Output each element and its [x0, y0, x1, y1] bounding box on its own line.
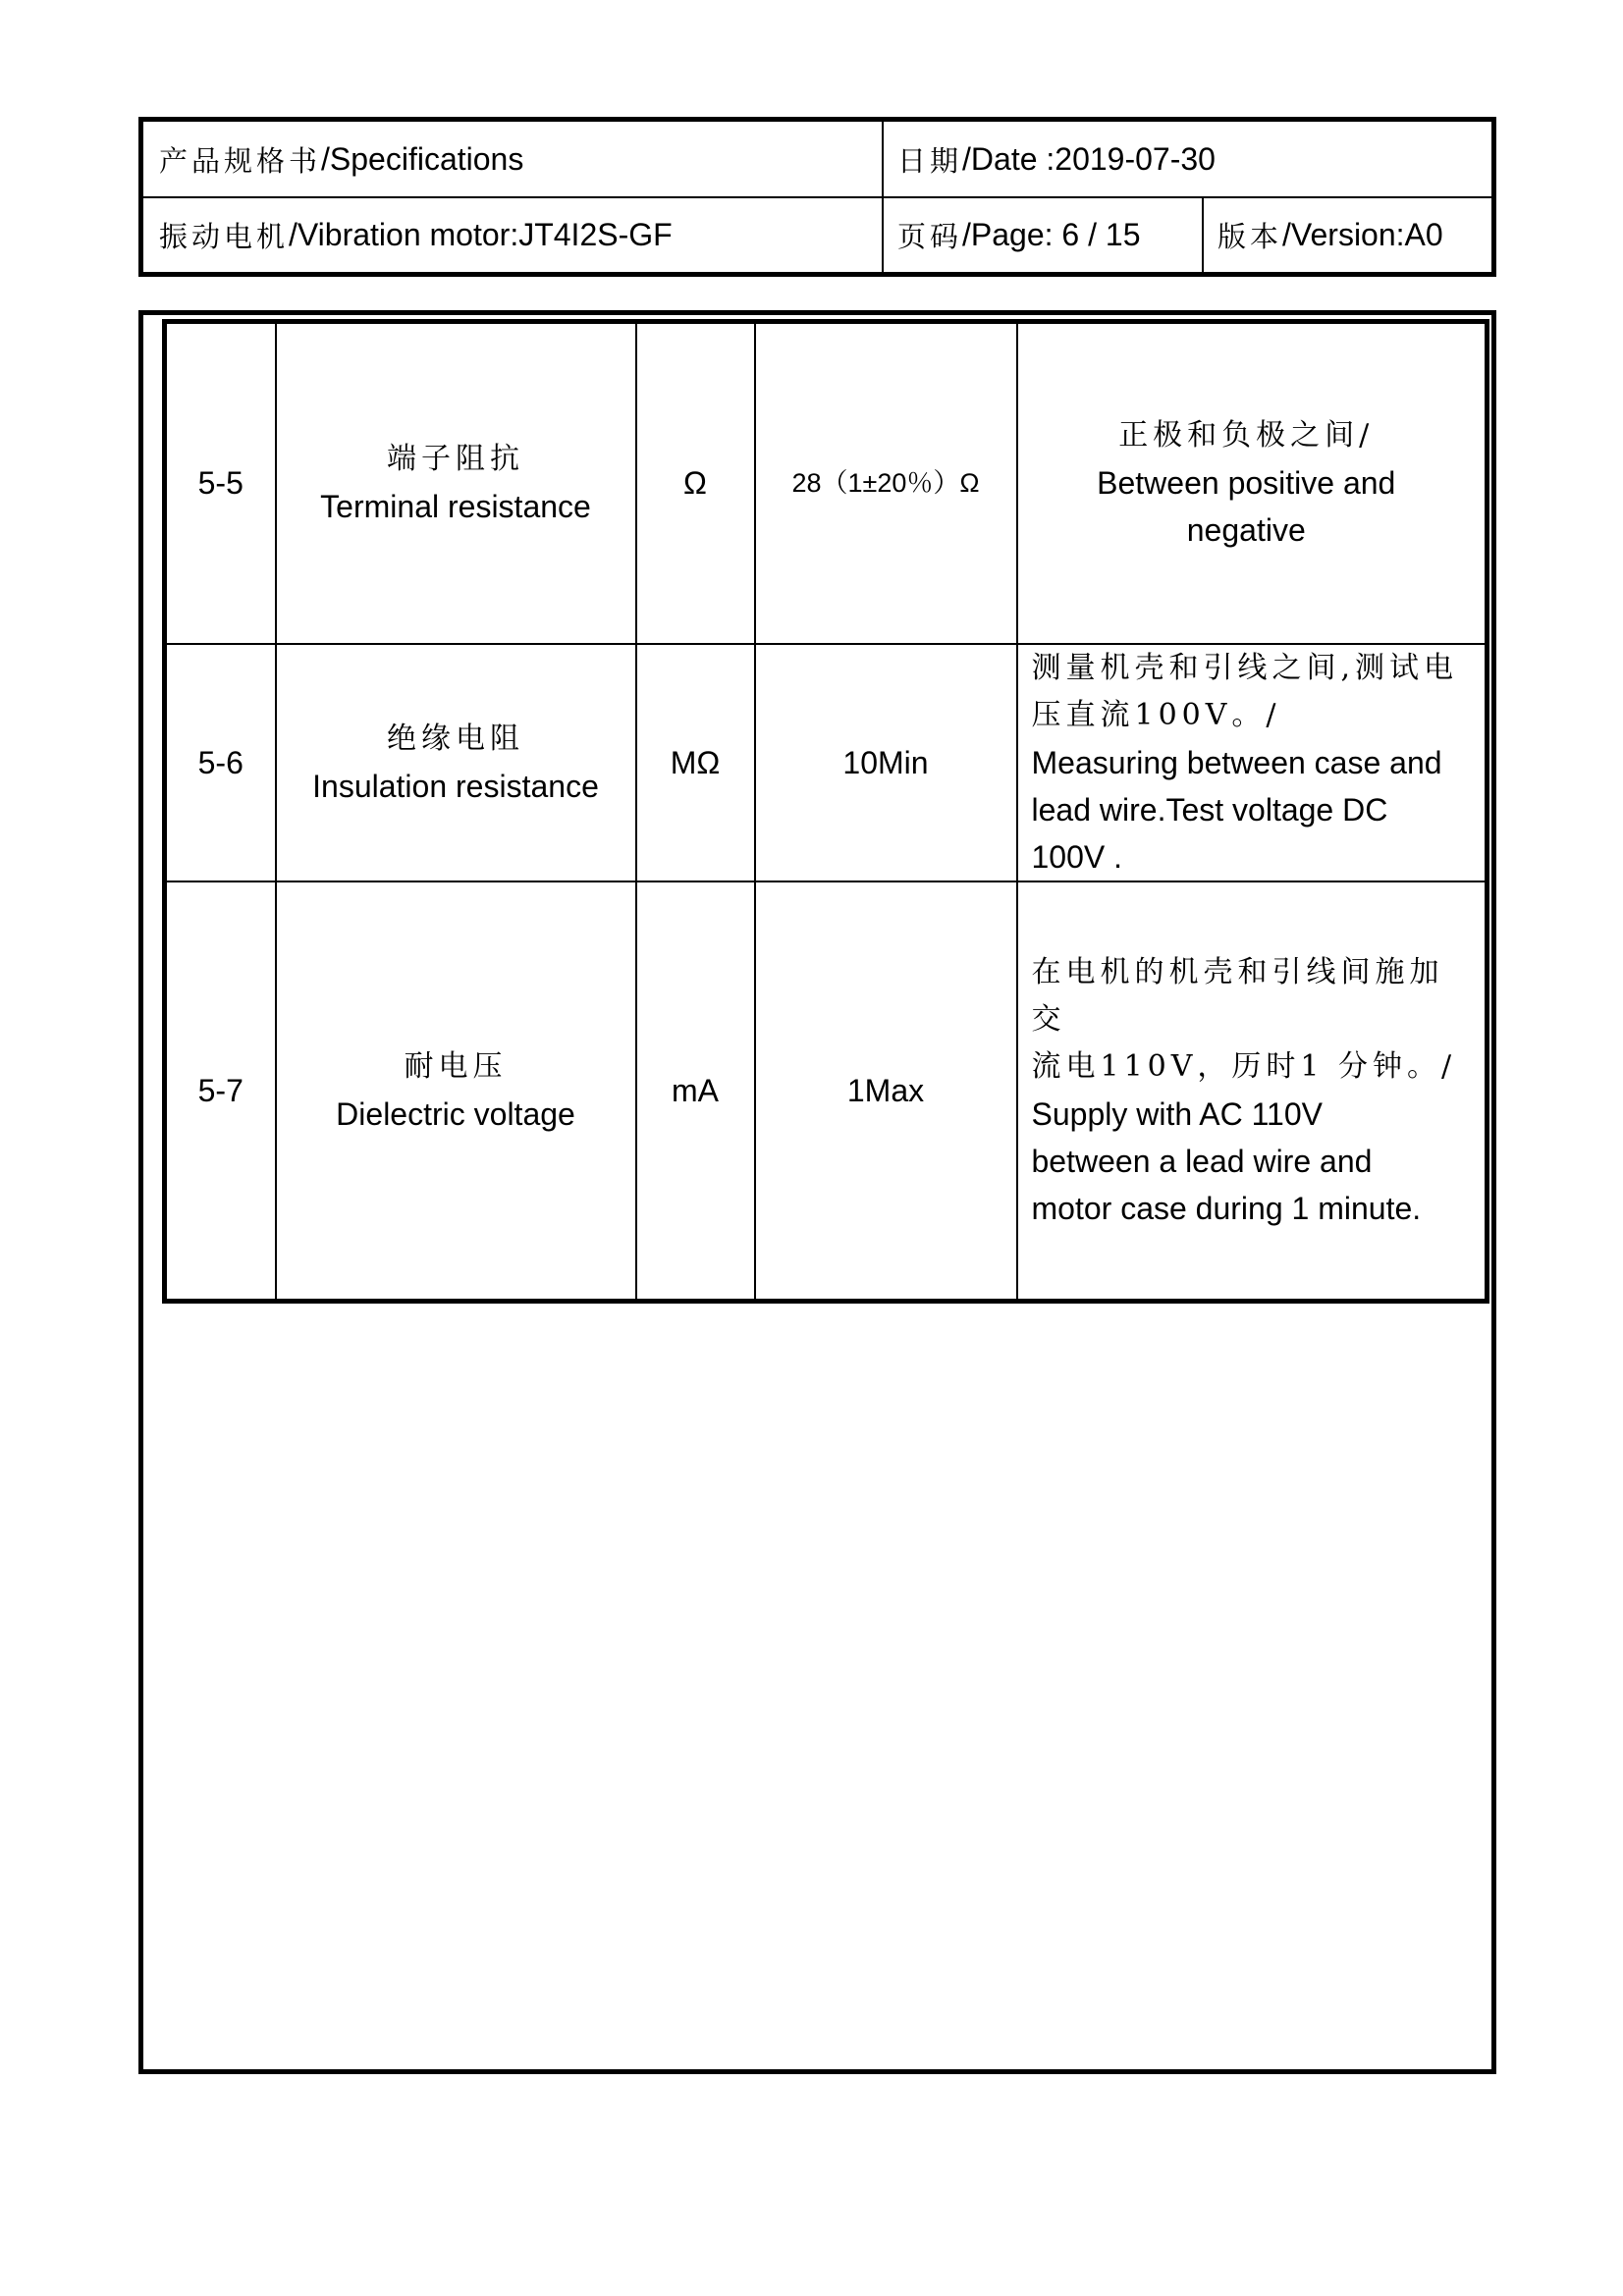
item-unit: MΩ [636, 644, 755, 881]
item-name-zh: 耐电压 [404, 1048, 508, 1084]
condition-zh-line: 压直流100V。/ [1031, 697, 1281, 732]
condition-en-line: Supply with AC 110V [1031, 1095, 1323, 1132]
table-row [165, 322, 1488, 644]
condition-zh-line: 流电110V，历时1 分钟。/ [1031, 1048, 1457, 1084]
item-name-zh: 绝缘电阻 [387, 721, 524, 756]
item-name [276, 881, 636, 1302]
item-number: 5-6 [165, 644, 276, 881]
item-value: 10Min [755, 644, 1017, 881]
table-row [165, 644, 1488, 881]
header-date-zh: 日期 [897, 143, 963, 178]
header-product-zh: 振动电机 [159, 220, 290, 253]
condition-en-line: motor case during 1 minute. [1031, 1190, 1422, 1226]
header-product [143, 198, 882, 272]
condition-zh: 正极和负极之间/ [1118, 418, 1375, 454]
item-unit: Ω [636, 322, 755, 644]
item-name-zh: 端子阻抗 [387, 442, 524, 477]
item-condition [1017, 322, 1488, 644]
condition-en-line: Measuring between case and [1031, 744, 1442, 780]
condition-en-line: 100V . [1031, 838, 1123, 875]
header-page-zh: 页码 [897, 220, 963, 253]
condition-en-line: negative [1186, 512, 1306, 549]
header-version-en: /Version:A0 [1282, 217, 1443, 252]
item-value: 1Max [755, 881, 1017, 1302]
item-value: 28（1±20％）Ω [755, 322, 1017, 644]
item-name-en: Terminal resistance [320, 489, 591, 525]
table-row [165, 881, 1488, 1302]
item-name [276, 322, 636, 644]
condition-en-line: Between positive and [1097, 465, 1396, 502]
header-date-en: /Date :2019-07-30 [962, 140, 1216, 177]
item-name-en: Dielectric voltage [336, 1095, 575, 1132]
header-title [143, 122, 882, 196]
item-name [276, 644, 636, 881]
condition-en-line: lead wire.Test voltage DC [1031, 791, 1388, 828]
item-name-en: Insulation resistance [312, 768, 599, 804]
item-unit: mA [636, 881, 755, 1302]
spec-table [162, 319, 1489, 1304]
condition-zh-line: 测量机壳和引线之间,测试电 [1031, 650, 1459, 685]
header-page-en: /Page: 6 / 15 [962, 217, 1141, 252]
header-product-en: /Vibration motor:JT4I2S-GF [289, 217, 673, 252]
item-condition [1017, 644, 1488, 881]
header-date [882, 122, 1491, 196]
document-header [138, 117, 1496, 277]
item-number: 5-5 [165, 322, 276, 644]
header-page [882, 198, 1202, 272]
item-number: 5-7 [165, 881, 276, 1302]
header-title-zh: 产品规格书 [159, 143, 322, 178]
item-condition [1017, 881, 1488, 1302]
condition-en-line: between a lead wire and [1031, 1143, 1373, 1179]
header-title-en: /Specifications [321, 140, 524, 177]
condition-zh-line: 在电机的机壳和引线间施加交 [1031, 954, 1444, 1037]
header-version-zh: 版本 [1217, 220, 1283, 253]
header-version [1202, 198, 1491, 272]
content-frame [138, 310, 1496, 2074]
